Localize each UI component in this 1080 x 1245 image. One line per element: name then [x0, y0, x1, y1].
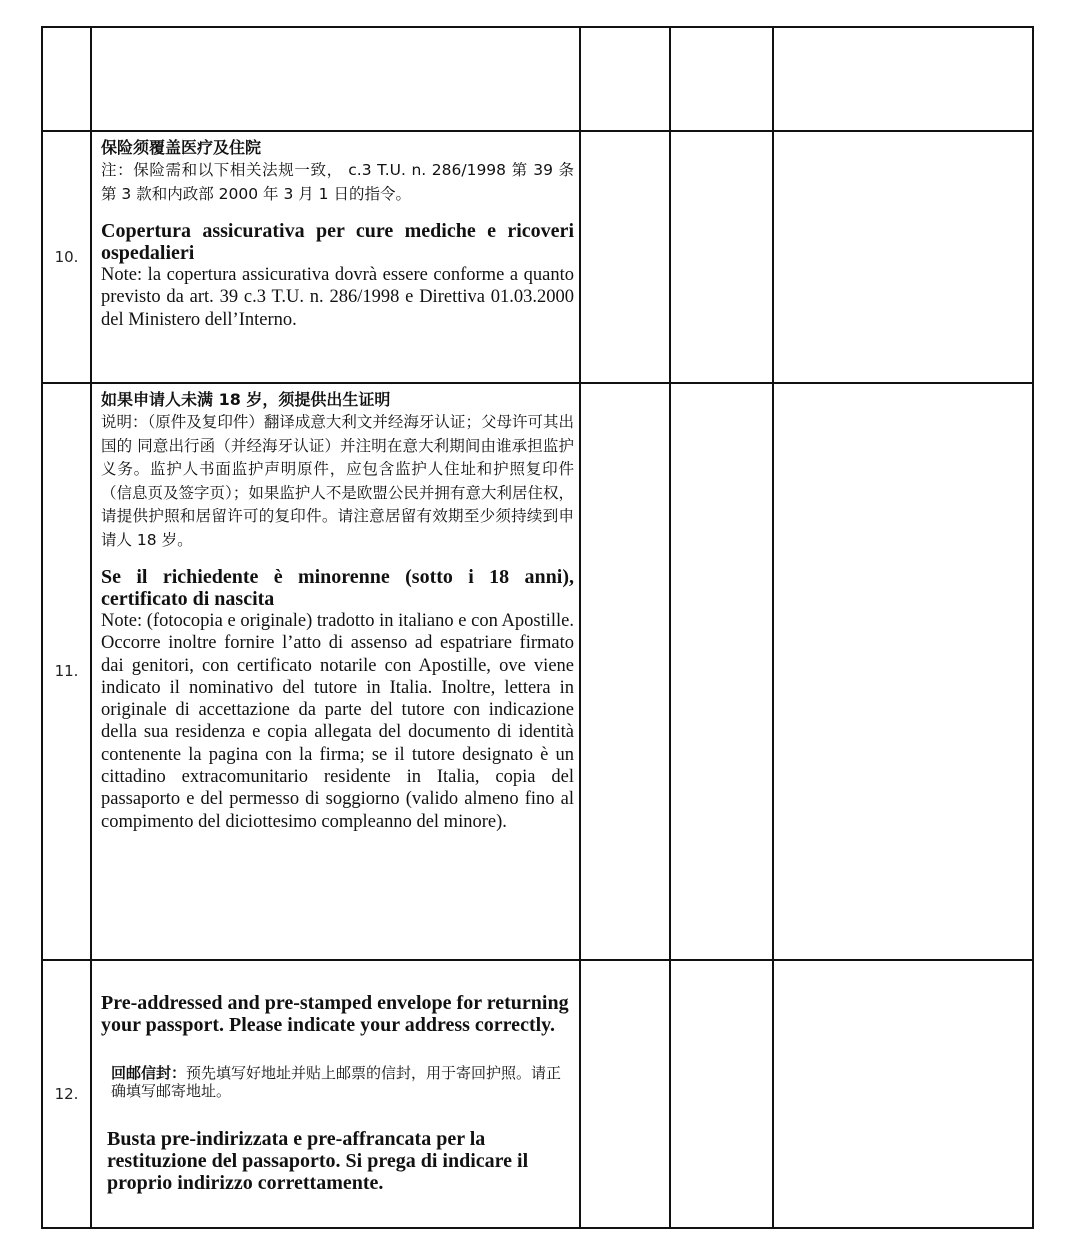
- check-cell[interactable]: [580, 383, 670, 960]
- requirement-text-zh: 预先填写好地址并贴上邮票的信封，用于寄回护照。请正确填写邮寄地址。: [111, 1064, 562, 1100]
- row-number: 11.: [54, 662, 79, 680]
- requirement-title-it: Se il richiedente è minorenne (sotto i 18 anni), certificato di nascita: [101, 566, 574, 610]
- check-cell[interactable]: [580, 131, 670, 383]
- notes-cell[interactable]: [773, 131, 1033, 383]
- table-row: [42, 383, 1033, 960]
- notes-cell[interactable]: [773, 383, 1033, 960]
- requirement-note-it: Note: la copertura assicurativa dovrà essere conforme a quanto previsto da art. 39 c.3 T.U. n. 286/1998 e Direttiva 01.03.2000 del Ministero dell’Interno.: [101, 265, 574, 330]
- table-row: [42, 27, 1033, 131]
- notes-cell[interactable]: [773, 27, 1033, 131]
- table-row: [42, 131, 1033, 383]
- check-cell[interactable]: [670, 27, 773, 131]
- notes-cell[interactable]: [773, 960, 1033, 1228]
- requirement-note-zh: 注：保险需和以下相关法规一致， c.3 T.U. n. 286/1998 第 39 条第 3 款和内政部 2000 年 3 月 1 日的指令。: [101, 161, 574, 203]
- check-cell[interactable]: [670, 383, 773, 960]
- document-description-cell: [91, 27, 580, 131]
- checklist-table: [41, 26, 1034, 1229]
- requirement-title-en: Pre-addressed and pre-stamped envelope for returning your passport. Please indicate your address correctly.: [101, 992, 569, 1036]
- document-description-cell: [91, 383, 580, 960]
- requirement-title-it: Copertura assicurativa per cure mediche e ricoveri ospedalieri: [101, 220, 574, 264]
- row-number: 12.: [54, 1084, 79, 1103]
- check-cell[interactable]: [580, 27, 670, 131]
- row-number-cell: [42, 131, 91, 383]
- requirement-label-zh: 回邮信封：: [111, 1064, 187, 1082]
- check-cell[interactable]: [670, 960, 773, 1228]
- row-number-cell: [42, 27, 91, 131]
- row-number-cell: [42, 383, 91, 960]
- row-number-cell: [42, 960, 91, 1228]
- document-description-cell: [91, 960, 580, 1228]
- requirement-title-zh: 如果申请人未满 18 岁，须提供出生证明: [101, 390, 391, 409]
- check-cell[interactable]: [670, 131, 773, 383]
- document-description-cell: [91, 131, 580, 383]
- requirement-note-zh: 说明：（原件及复印件）翻译成意大利文并经海牙认证；父母许可其出国的 同意出行函（并经海牙认证）并注明在意大利期间由谁承担监护义务。监护人书面监护声明原件，应包含监护人住址和护照复印件（信息页及签字页）；如果监护人不是欧盟公民并拥有意大利居住权，请提供护照和居留许可的复印件。请注意居留有效期至少须持续到申请人 18 岁。: [101, 413, 574, 549]
- row-number: 10.: [54, 247, 79, 266]
- requirement-title-zh: 保险须覆盖医疗及住院: [101, 138, 262, 157]
- requirement-note-it: Note: (fotocopia e originale) tradotto in italiano e con Apostille. Occorre inoltre fornire l’atto di assenso ad espatriare firmato dai genitori, con certificato notarile con Apostille, ove viene indicato il nominativo del tutore in Italia. Inoltre, lettera in originale di accettazione da parte del tutore con indicazione della sua residenza e copia allegata del documento di identità contenente la pagina con la firma; se il tutore designato è un cittadino extracomunitario residente in Italia, copia del passaporto e del permesso di soggiorno (valido almeno fino al compimento del diciottesimo compleanno del minore).: [101, 611, 574, 832]
- check-cell[interactable]: [580, 960, 670, 1228]
- requirement-title-it: Busta pre-indirizzata e pre-affrancata per la restituzione del passaporto. Si prega di indicare il proprio indirizzo correttamente.: [107, 1128, 529, 1194]
- requirement-note-zh: [101, 1064, 574, 1100]
- table-row: [42, 960, 1033, 1228]
